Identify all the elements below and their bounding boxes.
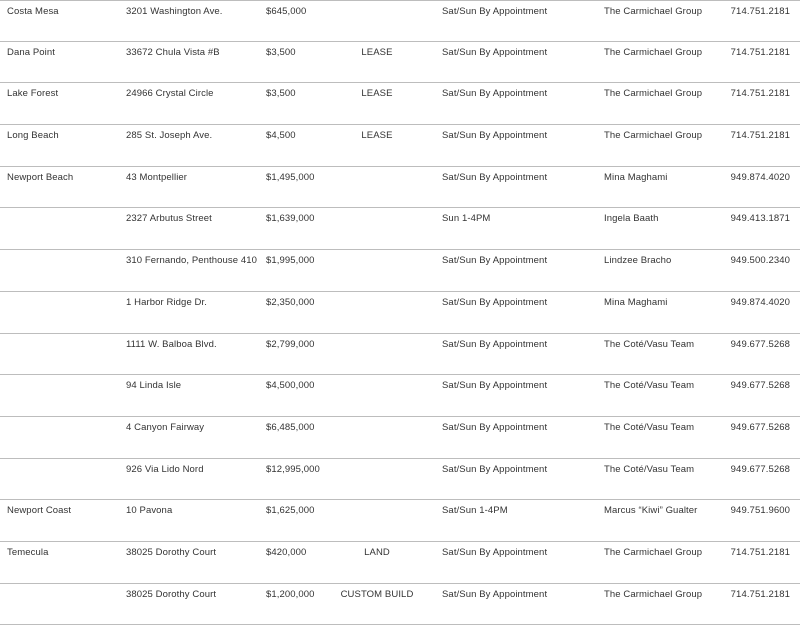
listing-row [0, 500, 800, 542]
listing-row [0, 0, 800, 42]
phone-cell: 949.413.1871 [730, 213, 790, 225]
listing-row [0, 417, 800, 459]
open-house-cell: Sat/Sun By Appointment [442, 338, 548, 350]
agent-cell: The Coté/Vasu Team [604, 380, 695, 392]
price-cell: $645,000 [266, 6, 307, 17]
agent-cell: The Coté/Vasu Team [604, 463, 695, 475]
open-house-cell: Sat/Sun By Appointment [442, 588, 548, 600]
listing-row [0, 334, 800, 376]
address-cell: 4 Canyon Fairway [126, 421, 205, 433]
agent-cell: The Carmichael Group [604, 130, 703, 142]
price-cell: $4,500 [266, 130, 296, 142]
price-cell: $1,495,000 [266, 171, 315, 183]
listing-type-cell: CUSTOM BUILD [340, 588, 414, 600]
price-cell: $2,350,000 [266, 296, 315, 308]
city-cell: Long Beach [7, 130, 59, 142]
phone-cell: 949.677.5268 [730, 338, 790, 350]
agent-cell: The Carmichael Group [604, 46, 703, 58]
agent-cell: Mina Maghami [604, 171, 668, 183]
phone-cell: 714.751.2181 [730, 130, 790, 142]
city-cell: Newport Beach [7, 171, 74, 183]
listing-row [0, 83, 800, 125]
listing-row [0, 459, 800, 501]
phone-cell: 949.874.4020 [730, 296, 790, 308]
listing-row [0, 208, 800, 250]
price-cell: $1,639,000 [266, 213, 315, 225]
agent-cell: Marcus “Kiwi” Gualter [604, 505, 698, 517]
open-house-cell: Sat/Sun By Appointment [442, 546, 548, 558]
open-house-cell: Sat/Sun By Appointment [442, 46, 548, 58]
price-cell: $420,000 [266, 546, 307, 558]
phone-cell: 714.751.2181 [730, 546, 790, 558]
open-house-cell: Sat/Sun By Appointment [442, 380, 548, 392]
listing-row [0, 375, 800, 417]
listing-row [0, 125, 800, 167]
listing-type-cell: LAND [364, 546, 390, 558]
address-cell: 310 Fernando, Penthouse 410 [126, 255, 258, 267]
phone-cell: 949.874.4020 [730, 171, 790, 183]
listing-row [0, 292, 800, 334]
price-cell: $2,799,000 [266, 338, 315, 350]
listing-row [0, 584, 800, 625]
price-cell: $12,995,000 [266, 463, 320, 475]
price-cell: $4,500,000 [266, 380, 315, 392]
phone-cell: 714.751.2181 [730, 88, 790, 100]
phone-cell: 949.751.9600 [730, 505, 790, 517]
agent-cell: The Carmichael Group [604, 6, 703, 17]
address-cell: 1 Harbor Ridge Dr. [126, 296, 208, 308]
listing-row [0, 167, 800, 209]
agent-cell: The Coté/Vasu Team [604, 421, 695, 433]
open-house-cell: Sat/Sun By Appointment [442, 130, 548, 142]
city-cell: Lake Forest [7, 88, 59, 100]
phone-cell: 714.751.2181 [730, 588, 790, 600]
address-cell: 926 Via Lido Nord [126, 463, 204, 475]
price-cell: $1,995,000 [266, 255, 315, 267]
open-house-cell: Sat/Sun By Appointment [442, 255, 548, 267]
price-cell: $6,485,000 [266, 421, 315, 433]
phone-cell: 949.677.5268 [730, 463, 790, 475]
listing-row [0, 42, 800, 84]
phone-cell: 949.500.2340 [730, 255, 790, 267]
address-cell: 3201 Washington Ave. [126, 6, 223, 17]
city-cell: Costa Mesa [7, 6, 59, 17]
address-cell: 94 Linda Isle [126, 380, 182, 392]
open-house-cell: Sun 1-4PM [442, 213, 491, 225]
address-cell: 2327 Arbutus Street [126, 213, 212, 225]
agent-cell: The Carmichael Group [604, 588, 703, 600]
phone-cell: 714.751.2181 [730, 6, 790, 17]
agent-cell: Mina Maghami [604, 296, 668, 308]
address-cell: 285 St. Joseph Ave. [126, 130, 213, 142]
open-house-cell: Sat/Sun 1-4PM [442, 505, 508, 517]
address-cell: 38025 Dorothy Court [126, 588, 217, 600]
open-house-cell: Sat/Sun By Appointment [442, 421, 548, 433]
agent-cell: The Carmichael Group [604, 88, 703, 100]
city-cell: Newport Coast [7, 505, 72, 517]
listing-row [0, 250, 800, 292]
address-cell: 38025 Dorothy Court [126, 546, 217, 558]
address-cell: 10 Pavona [126, 505, 173, 517]
phone-cell: 949.677.5268 [730, 421, 790, 433]
agent-cell: The Coté/Vasu Team [604, 338, 695, 350]
price-cell: $1,625,000 [266, 505, 315, 517]
city-cell: Dana Point [7, 46, 56, 58]
open-house-cell: Sat/Sun By Appointment [442, 171, 548, 183]
city-cell: Temecula [7, 546, 49, 558]
address-cell: 33672 Chula Vista #B [126, 46, 220, 58]
listing-type-cell: LEASE [361, 130, 393, 142]
listing-type-cell: LEASE [361, 88, 393, 100]
listing-type-cell: LEASE [361, 46, 393, 58]
open-house-cell: Sat/Sun By Appointment [442, 88, 548, 100]
phone-cell: 949.677.5268 [730, 380, 790, 392]
open-house-cell: Sat/Sun By Appointment [442, 6, 548, 17]
address-cell: 43 Montpellier [126, 171, 188, 183]
agent-cell: Ingela Baath [604, 213, 659, 225]
phone-cell: 714.751.2181 [730, 46, 790, 58]
open-house-cell: Sat/Sun By Appointment [442, 296, 548, 308]
price-cell: $3,500 [266, 46, 296, 58]
agent-cell: Lindzee Bracho [604, 255, 672, 267]
listing-row [0, 542, 800, 584]
address-cell: 1111 W. Balboa Blvd. [126, 338, 217, 350]
address-cell: 24966 Crystal Circle [126, 88, 214, 100]
price-cell: $3,500 [266, 88, 296, 100]
open-house-cell: Sat/Sun By Appointment [442, 463, 548, 475]
price-cell: $1,200,000 [266, 588, 315, 600]
agent-cell: The Carmichael Group [604, 546, 703, 558]
